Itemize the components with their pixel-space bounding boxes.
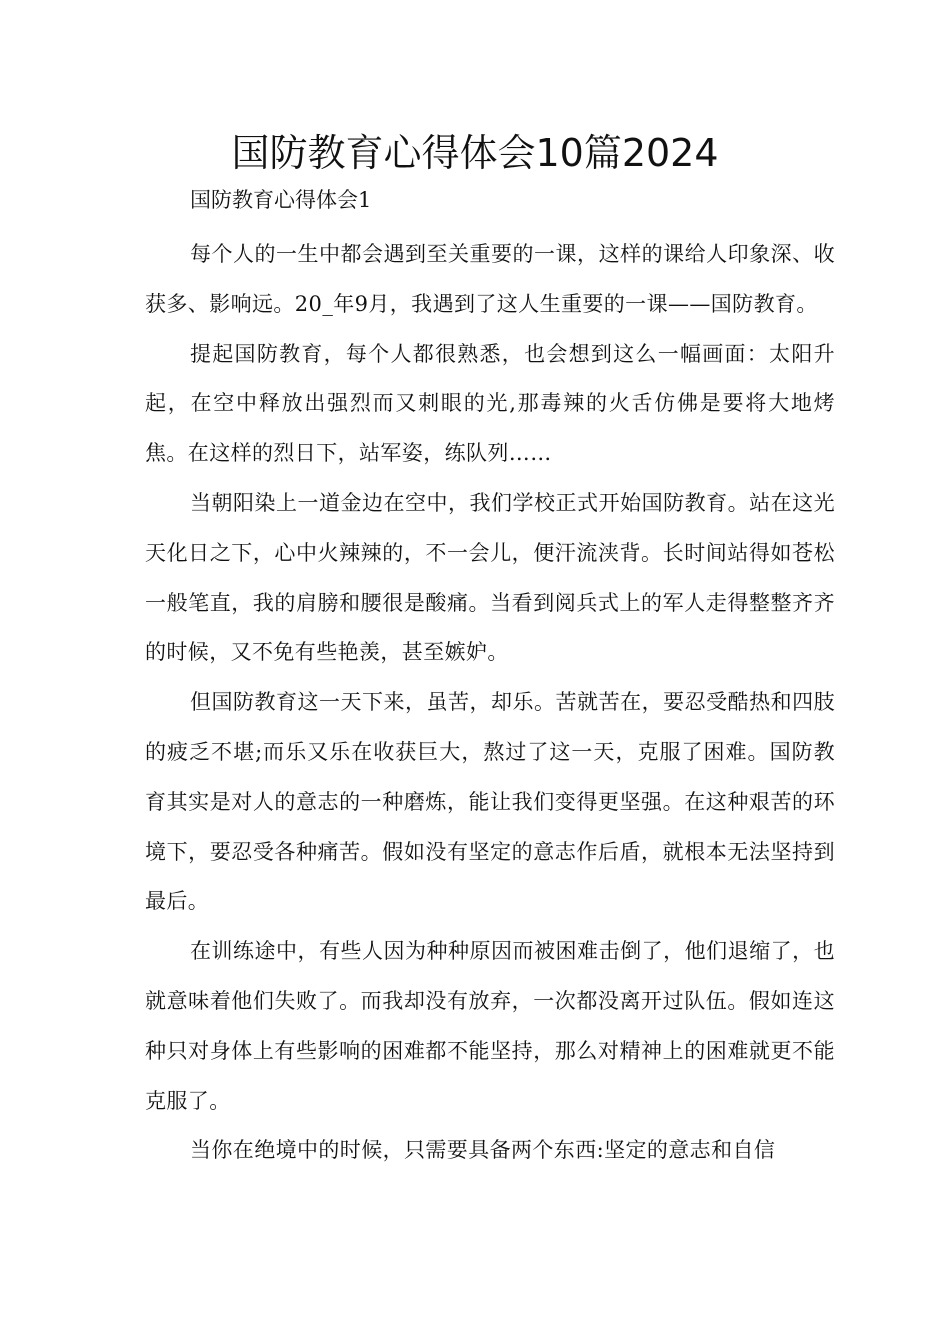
paragraph: 提起国防教育，每个人都很熟悉，也会想到这么一幅画面：太阳升起，在空中释放出强烈而又刺眼的光,那毒辣的火舌仿佛是要将大地烤焦。在这样的烈日下，站军姿，练队列…… [145,341,835,466]
section-heading: 国防教育心得体会1 [190,188,372,212]
document-body [145,230,835,1176]
document-title: 国防教育心得体会10篇2024 [231,131,719,175]
paragraph: 当朝阳染上一道金边在空中，我们学校正式开始国防教育。站在这光天化日之下，心中火辣辣的，不一会儿，便汗流浃背。长时间站得如苍松一般笔直，我的肩膀和腰很是酸痛。当看到阅兵式上的军人走得整整齐齐的时候，又不免有些艳羡，甚至嫉妒。 [145,490,835,665]
paragraph: 每个人的一生中都会遇到至关重要的一课，这样的课给人印象深、收获多、影响远。20_年9月，我遇到了这人生重要的一课——国防教育。 [145,242,835,316]
paragraph: 当你在绝境中的时候，只需要具备两个东西:坚定的意志和自信 [190,1138,776,1163]
paragraph: 但国防教育这一天下来，虽苦，却乐。苦就苦在，要忍受酷热和四肢的疲乏不堪;而乐又乐在收获巨大，熬过了这一天，克服了困难。国防教育其实是对人的意志的一种磨炼，能让我们变得更坚强。在这种艰苦的环境下，要忍受各种痛苦。假如没有坚定的意志作后盾，就根本无法坚持到最后。 [145,690,835,914]
paragraph: 在训练途中，有些人因为种种原因而被困难击倒了，他们退缩了，也就意味着他们失败了。而我却没有放弃，一次都没离开过队伍。假如连这种只对身体上有些影响的困难都不能坚持，那么对精神上的困难就更不能克服了。 [145,939,835,1113]
